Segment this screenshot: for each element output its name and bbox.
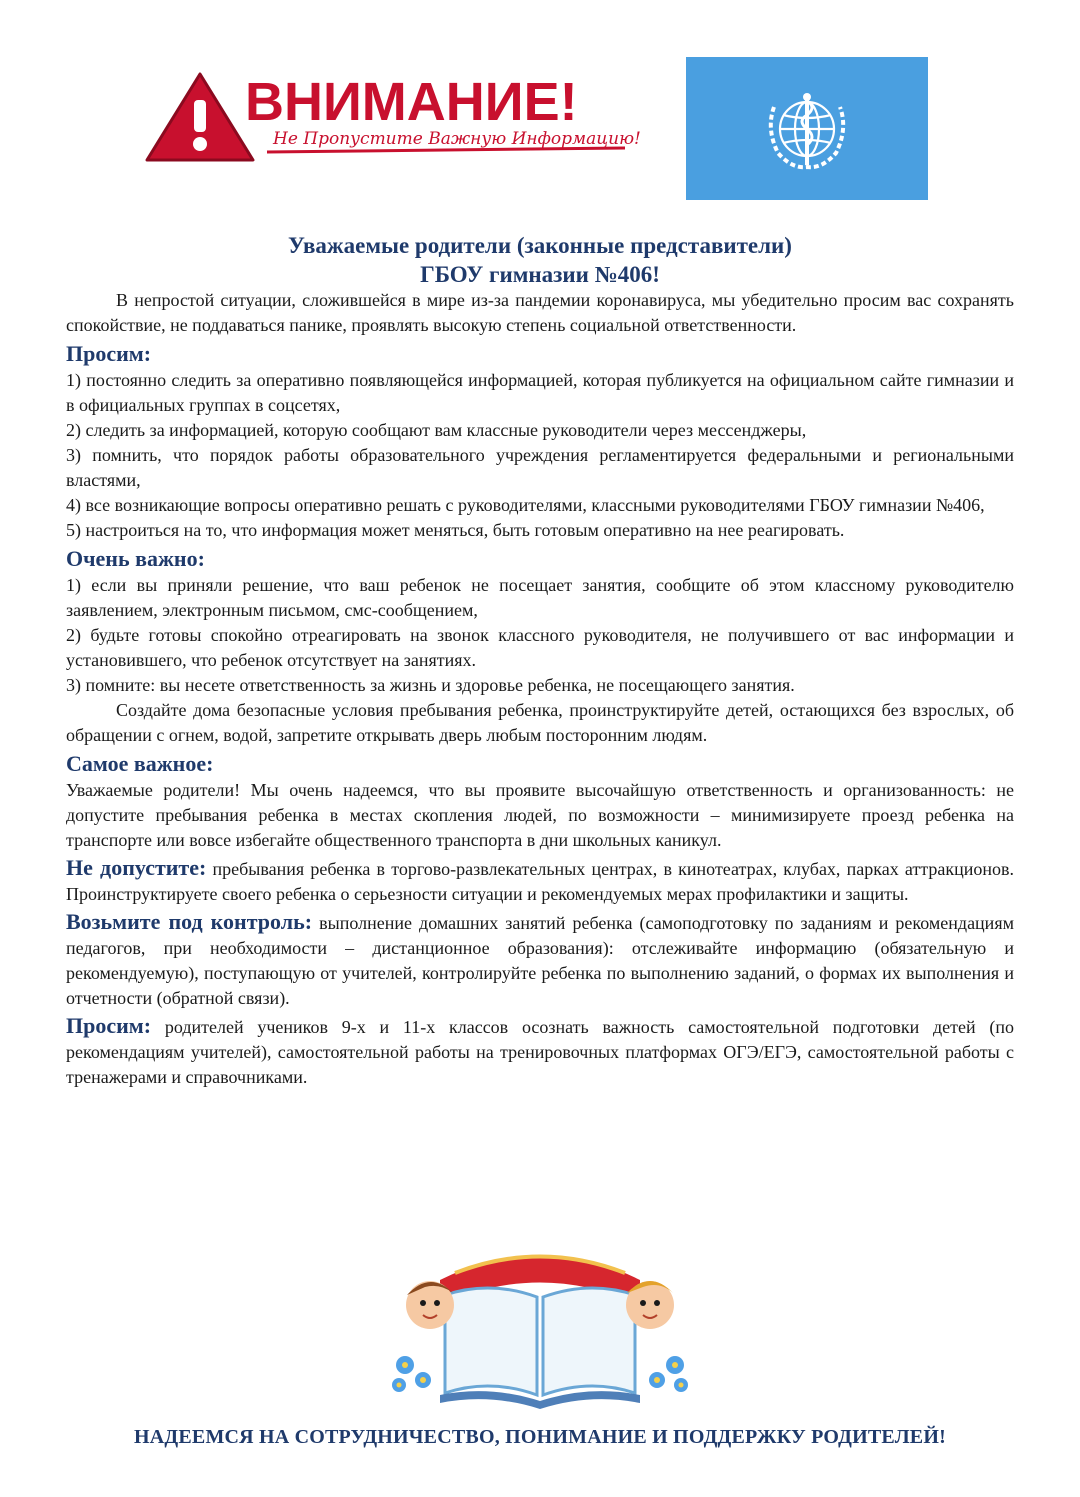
section-heading-take-control: Возьмите под контроль:: [66, 909, 313, 934]
open-book-icon: [385, 1235, 695, 1410]
attention-logo: [145, 68, 645, 168]
list-item: 1) если вы приняли решение, что ваш ребенок не посещает занятия, сообщите об этом классному руководителю заявлением, электронным письмом, смс-сообщением,: [66, 575, 1014, 620]
list-item: 1) постоянно следить за оперативно появляющейся информацией, которая публикуется на официальном сайте гимназии и в официальных группах в соцсетях,: [66, 370, 1014, 415]
footer-slogan: НАДЕЕМСЯ НА СОТРУДНИЧЕСТВО, ПОНИМАНИЕ И ПОДДЕРЖКУ РОДИТЕЛЕЙ!: [134, 1426, 946, 1448]
control-paragraph: [66, 909, 1014, 1011]
who-flag: [686, 57, 928, 200]
do-not-allow-text: пребывания ребенка в торгово-развлекательных центрах, в кинотеатрах, клубах, парках аттракционов. Проинструктируете своего ребенка о серьезности ситуации и рекомендуемых мерах профилактики и защиты.: [66, 859, 1014, 904]
page-title: [0, 231, 1080, 289]
intro-paragraph: В непростой ситуации, сложившейся в мире из-за пандемии коронавируса, мы убедительно просим вас сохранять спокойствие, не поддаваться панике, проявлять высокую степень социальной ответственности.: [66, 290, 1014, 335]
section-heading-very-important: Очень важно:: [66, 546, 205, 571]
children-book-illustration: [385, 1235, 695, 1410]
header: [0, 0, 1080, 220]
section-heading-prosim: Просим:: [66, 341, 152, 366]
request-text: родителей учеников 9-х и 11-х классов осознать важность самостоятельной подготовки детей (по рекомендациям учителей), самостоятельной работы на тренировочных платформах ОГЭ/ЕГЭ, самостоятельной работы с тренажерами и справочниками.: [66, 1017, 1014, 1087]
safety-paragraph: Создайте дома безопасные условия пребывания ребенка, проинструктируйте детей, остающихся без взрослых, об обращении с огнем, водой, запретите открывать дверь любым посторонним людям.: [66, 700, 1014, 745]
list-item: 4) все возникающие вопросы оперативно решать с руководителями, классными руководителями ГБОУ гимназии №406,: [66, 495, 985, 515]
list-item: 3) помните: вы несете ответственность за жизнь и здоровье ребенка, не посещающего занятия.: [66, 675, 795, 695]
do-not-allow-paragraph: [66, 855, 1014, 907]
list-item: 3) помнить, что порядок работы образовательного учреждения регламентируется федеральными и региональными властями,: [66, 445, 1014, 490]
section-heading-prosim-2: Просим:: [66, 1013, 152, 1038]
warning-triangle-icon: [145, 68, 645, 168]
who-emblem-icon: [686, 57, 928, 200]
list-item: 2) будьте готовы спокойно отреагировать на звонок классного руководителя, не получившего от вас информации и установившего, что ребенок отсутствует на занятиях.: [66, 625, 1014, 670]
logo-title: ВНИМАНИЕ!: [245, 72, 578, 132]
list-item: 2) следить за информацией, которую сообщают вам классные руководители через мессенджеры,: [66, 420, 807, 440]
section-heading-most-important: Самое важное:: [66, 751, 214, 776]
letter-body: [66, 288, 1014, 1090]
section-heading-do-not-allow: Не допустите:: [66, 855, 207, 880]
title-line-2: ГБОУ гимназии №406!: [420, 262, 660, 287]
title-line-1: Уважаемые родители (законные представители): [288, 233, 792, 258]
request-paragraph: [66, 1013, 1014, 1090]
most-important-paragraph: Уважаемые родители! Мы очень надеемся, что вы проявите высочайшую ответственность и организованность: не допустите пребывания ребенка в местах скопления людей, по возможности – минимизируете проезд ребенка на транспорте или вовсе избегайте общественного транспорта в дни школьных каникул.: [66, 780, 1014, 850]
control-text: выполнение домашних занятий ребенка (самоподготовку по заданиям и рекомендациям педагогов, при необходимости – дистанционное образования): отслеживайте информацию (обязательную и рекомендуемую), поступающую от учителей, контролируйте ребенка по выполнению заданий, о формах их выполнения и отчетности (обратной связи).: [66, 913, 1014, 1008]
list-item: 5) настроиться на то, что информация может меняться, быть готовым оперативно на нее реагировать.: [66, 520, 845, 540]
logo-subtitle: Не Пропустите Важную Информацию!: [273, 129, 641, 149]
